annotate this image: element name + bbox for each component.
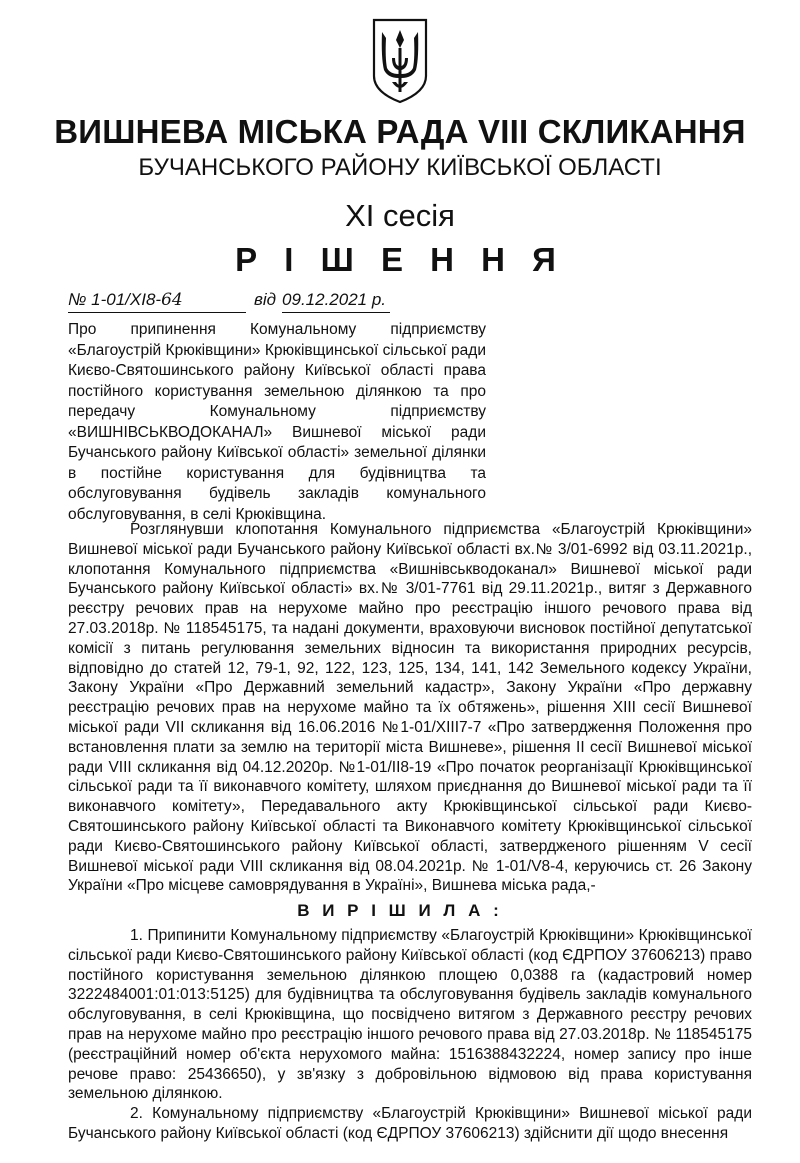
decision-subject: Про припинення Комунальному підприємству «Благоустрій Крюківщини» Крюківщинської сільської ради Києво-Святошинського району Київської області права постійного користування земельною ділянкою та про передачу Комунальному підприємству «ВИШНІВСЬКВОДОКАНАЛ» Вишневої міської ради Бучанського району Київської області» земельної ділянки в постійне користування для будівництва та обслуговування будівель закладів комунального обслуговування, в селі Крюківщина.	[68, 321, 486, 523]
decision-number-printed: № 1-01/ХІ8-	[68, 290, 162, 309]
decision-item-2: 2. Комунальному підприємству «Благоустрій Крюківщини» Вишневої міської ради Бучанського району Київської області (код ЄДРПОУ 37606213) здійснити дії щодо внесення	[68, 1105, 752, 1142]
decision-number	[68, 288, 246, 313]
session-label: ХІ сесія	[345, 198, 455, 233]
document-type-title: Р І Ш Е Н Н Я	[235, 241, 565, 278]
from-label: від	[254, 290, 277, 309]
coat-of-arms-trident-icon	[370, 18, 430, 104]
decided-heading: В И Р І Ш И Л А :	[297, 901, 503, 920]
decision-item-1: 1. Припинити Комунальному підприємству «Благоустрій Крюківщини» Крюківщинської сільської ради Києво-Святошинського району Київської області (код ЄДРПОУ 37606213) право постійного користування земельною ділянкою площею 0,0388 га (кадастровий номер 3222484001:01:013:5125) для будівництва та обслуговування будівель закладів комунального обслуговування, в селі Крюківщина, що посвідчено витягом з Державного реєстру речових прав на нерухоме майно про реєстрацію іншого речового права від 27.03.2018р. № 118545175 (реєстраційний номер об'єкта нерухомого майна: 1516388432224, номер запису про інше речове право: 25436650), у зв'язку з добровільною відмовою від права користування земельною ділянкою.	[68, 927, 752, 1103]
district-region: БУЧАНСЬКОГО РАЙОНУ КИЇВСЬКОЇ ОБЛАСТІ	[138, 154, 662, 181]
decision-items	[68, 926, 752, 1144]
decision-date: 09.12.2021 р.	[282, 288, 390, 313]
preamble-paragraph: Розглянувши клопотання Комунального підприємства «Благоустрій Крюківщини» Вишневої міської ради Бучанського району Київської області вх.№ 3/01-6992 від 03.11.2021р., клопотання Комунального підприємства «Вишнівськводоканал» Вишневої міської ради Бучанського району Київської області» вх.№ 3/01-7761 від 29.11.2021р., витяг з Державного реєстру речових прав на нерухоме майно про реєстрацію іншого речового права від 27.03.2018р. № 118545175, та надані документи, враховуючи висновок постійної депутатської комісії з питань регулювання земельних відносин та використання природних ресурсів, відповідно до статей 12, 79-1, 92, 122, 123, 125, 134, 141, 142 Земельного кодексу України, Закону України «Про Державний земельний кадастр», Закону України «Про державну реєстрацію речових прав на нерухоме майно та їх обтяжень», рішення ХІІІ сесії Вишневої міської ради VІІ скликання від 16.06.2016 №1-01/ХІІІ7-7 «Про затвердження Положення про встановлення плати за землю на території міста Вишневе», рішення ІІ сесії Вишневої міської ради VIII скликання від 04.12.2020р. №1-01/ІІ8-19 «Про початок реорганізації Крюківщинської сільської ради та її виконавчого комітету, шляхом приєднання до Вишневої міської ради та її виконавчого комітету», Передавального акту Крюківщинської сільської ради Києво-Святошинського району Київської області та Виконавчого комітету Крюківщинської сільської ради Києво-Святошинського району Київської області, затвердженого рішенням V сесії Вишневої міської ради VIII скликання від 08.04.2021р. № 1-01/V8-4, керуючись ст. 26 Закону України «Про місцеве самоврядування в Україні», Вишнева міська рада,-	[68, 521, 752, 895]
council-name: ВИШНЕВА МІСЬКА РАДА VIII СКЛИКАННЯ	[54, 113, 746, 150]
preamble-section	[68, 520, 752, 896]
decision-number-handwritten: 64	[161, 290, 183, 310]
decision-number-line	[68, 288, 390, 313]
